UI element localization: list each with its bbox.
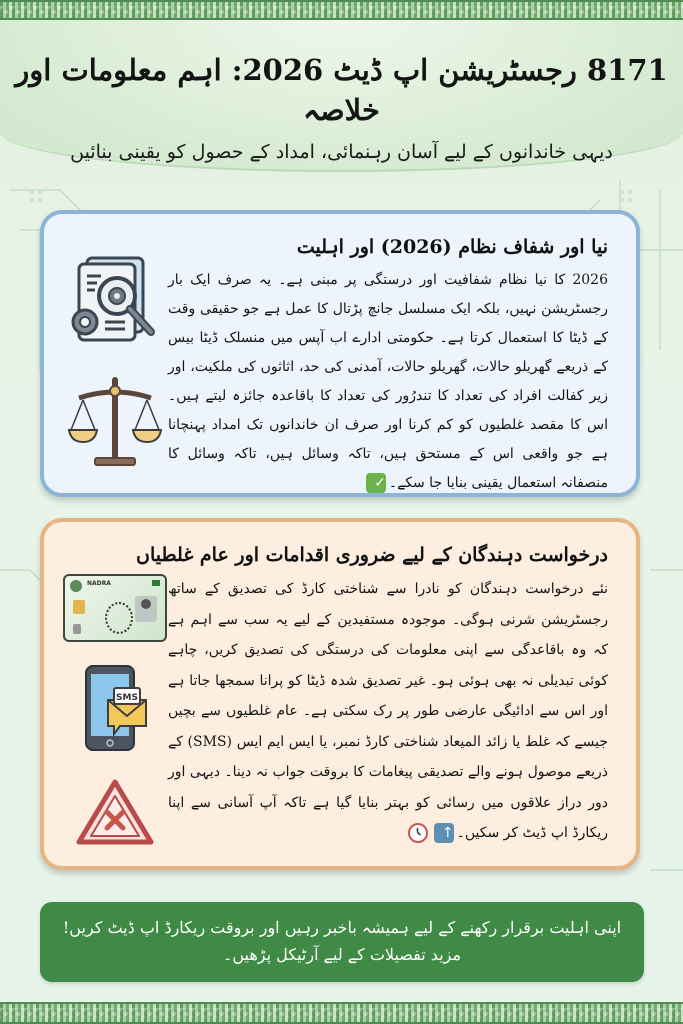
page-title: 8171 رجسٹریشن اپ ڈیٹ 2026: اہم معلومات اور خلاصہ	[15, 53, 668, 127]
id-card-label: NADRA	[87, 580, 111, 587]
up-arrow-icon: ↑	[434, 823, 454, 843]
eligibility-icons	[60, 250, 170, 472]
applicant-steps-heading: درخواست دہندگان کے لیے ضروری اقدامات اور عام غلطیاں	[135, 544, 608, 566]
document-search-gear-icon	[65, 250, 165, 350]
nadra-id-card-icon	[63, 574, 167, 642]
page-subtitle: دیہی خاندانوں کے لیے آسان رہنمائی، امداد کے حصول کو یقینی بنائیں	[70, 141, 613, 163]
eligibility-section-text: 2026 کا نیا نظام شفافیت اور درستگی پر مبنی ہے۔ یہ صرف ایک بار رجسٹریشن نہیں، بلکہ ایک مسلسل جانچ پڑتال کا عمل ہے جو حقیقی وقت کے ڈیٹا کا استعمال کرتا ہے۔ حکومتی ادارے اب آپس میں منسلک ڈیٹا بیس کے ذریعے گھریلو حالات، گھریلو حالات، آمدنی کی حد، اثاثوں کی ملکیت، اور زیر کفالت افراد کی تعداد کا تندرُور کی تعداد کا باقاعدہ جائزہ لیتے ہیں۔ اس کا مقصد غلطیوں کو کم کرنا اور صرف ان خاندانوں تک امداد پہنچانا ہے جو واقعی اس کے مستحق ہیں، تاکہ وسائل ہیں، تاکہ وسائل کا منصفانہ استعمال یقینی بنایا جا سکے۔	[168, 272, 608, 491]
cta-line-2: مزید تفصیلات کے لیے آرٹیکل پڑھیں۔	[222, 945, 462, 964]
applicant-icons	[60, 574, 170, 848]
applicant-steps-body	[168, 574, 608, 849]
warning-x-icon	[75, 778, 155, 848]
scales-of-justice-icon	[65, 372, 165, 472]
call-to-action-banner	[40, 902, 644, 982]
eligibility-section-heading: نیا اور شفاف نظام (2026) اور اہلیت	[296, 236, 608, 258]
page-header	[0, 20, 683, 172]
eligibility-section-card	[40, 210, 640, 497]
svg-text:SMS: SMS	[116, 693, 138, 703]
clock-icon	[408, 823, 428, 843]
applicant-steps-section-card	[40, 518, 640, 870]
top-decorative-border	[0, 0, 683, 20]
check-mark-icon: ✓	[366, 473, 386, 493]
cta-line-1: اپنی اہلیت برقرار رکھنے کے لیے ہمیشہ باخبر رہیں اور بروقت ریکارڈ اپ ڈیٹ کریں!	[62, 918, 622, 937]
sms-phone-icon	[80, 664, 150, 754]
applicant-steps-text: نئے درخواست دہندگان کو نادرا سے شناختی کارڈ کی تصدیق کے ساتھ رجسٹریشن شرنی ہوگی۔ موجودہ مستفیدین کے لیے یہ سب سے اہم ہے کہ وہ باقاعدگی سے اپنی معلومات کی درستگی کی تصدیق کریں، چاہے کوئی تبدیلی نہ بھی ہوئی ہو۔ غیر تصدیق شدہ ڈیٹا کو پرانا سمجھا جاتا ہے اور اس سے ادائیگی عارضی طور پر رک سکتی ہے۔ عام غلطیوں سے بچیں جیسے کہ غلط یا زائد المیعاد شناختی کارڈ نمبر، یا ایس ایم ایس (SMS) کے ذریعے موصول ہونے والے تصدیقی پیغامات کا بروقت جواب نہ دینا۔ دیہی اور دور دراز علاقوں میں رسائی کو بہتر بنایا گیا ہے تاکہ آپ آسانی سے اپنا ریکارڈ اپ ڈیٹ کر سکیں۔	[168, 581, 609, 841]
eligibility-section-body	[168, 266, 608, 498]
bottom-decorative-border	[0, 1002, 683, 1024]
